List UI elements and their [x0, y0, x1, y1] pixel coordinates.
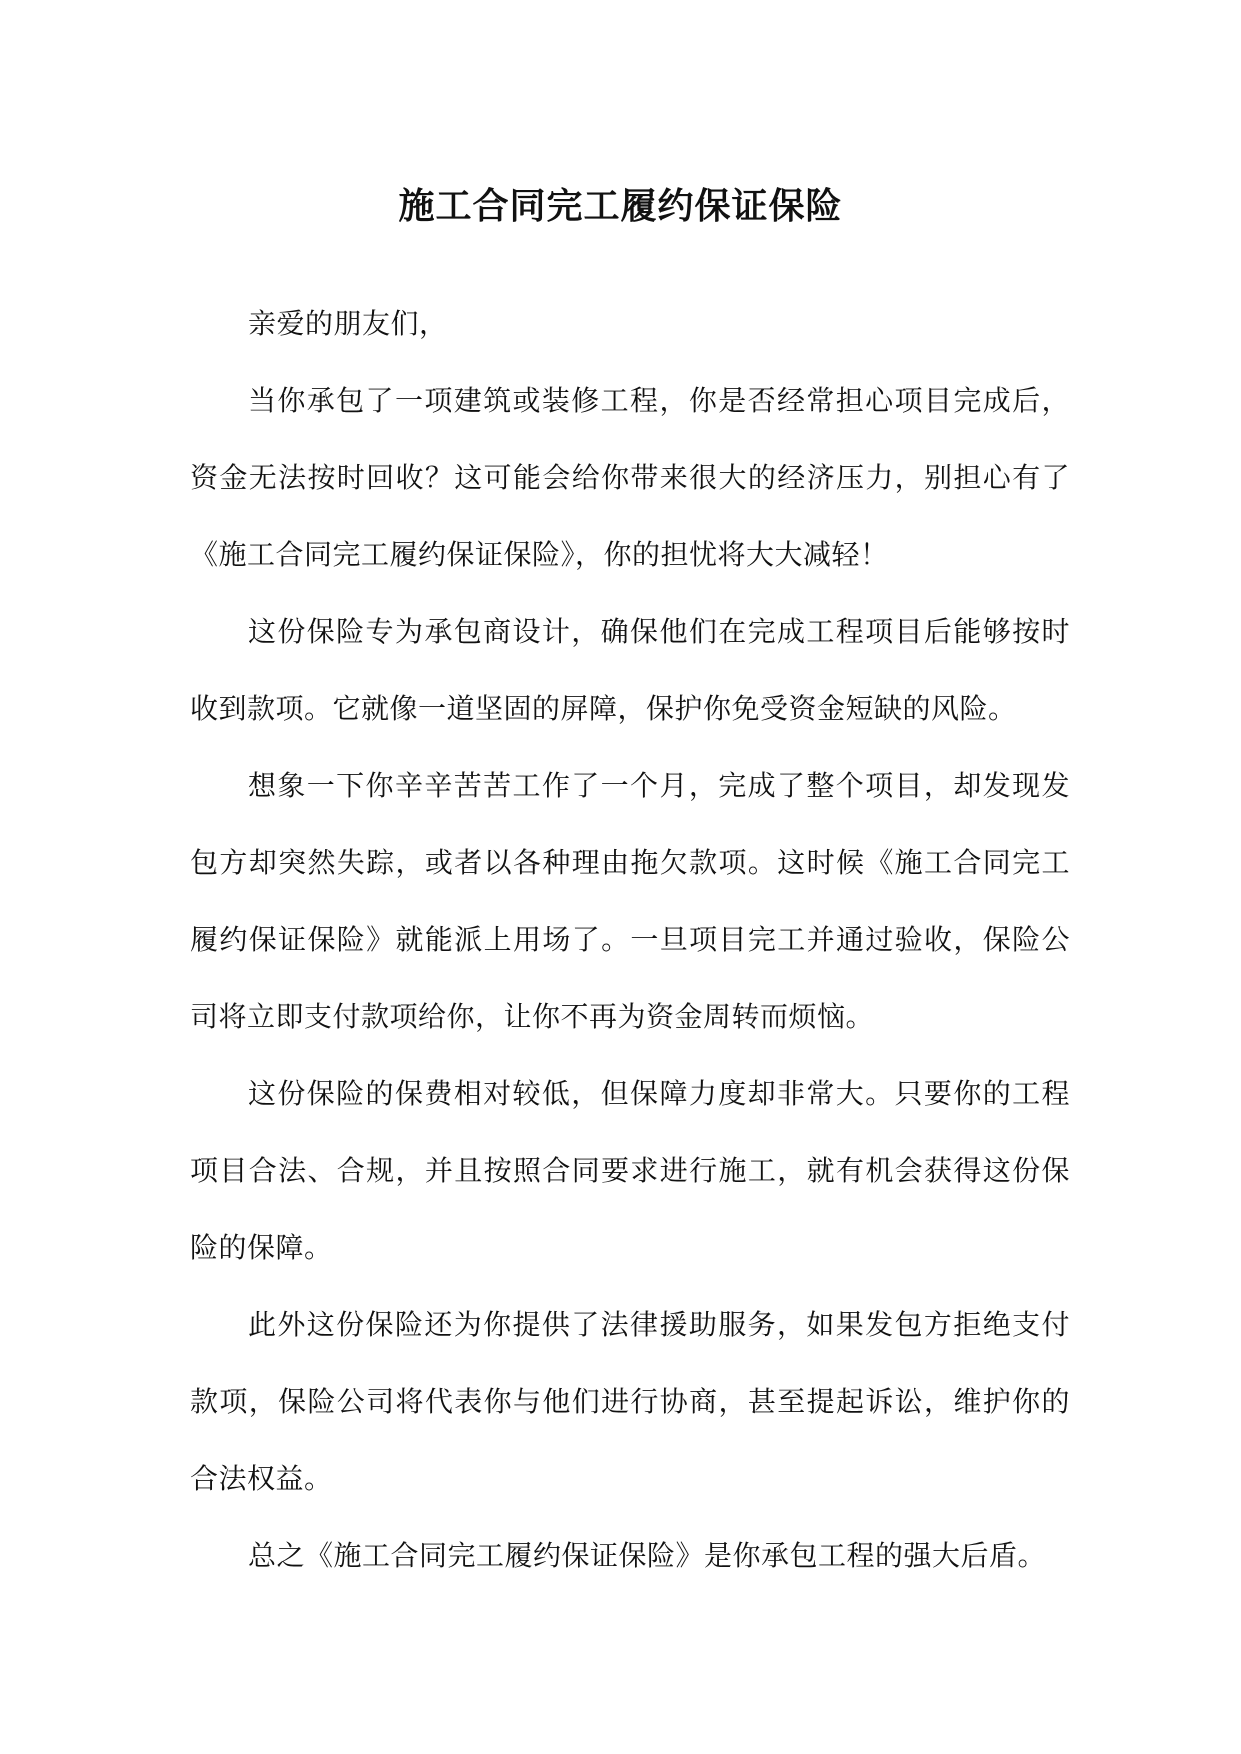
- paragraph-greeting: 亲爱的朋友们，: [248, 307, 448, 340]
- paragraph-legal-aid: 此外这份保险还为你提供了法律援助服务，如果发包方拒绝支付款项，保险公司将代表你与他们进行协商，甚至提起诉讼，维护你的合法权益。: [190, 1308, 1070, 1495]
- paragraph-purpose: 这份保险专为承包商设计，确保他们在完成工程项目后能够按时收到款项。它就像一道坚固的屏障，保护你免受资金短缺的风险。: [190, 615, 1070, 725]
- paragraph-conclusion: 总之《施工合同完工履约保证保险》是你承包工程的强大后盾。: [248, 1539, 1047, 1572]
- paragraph-scenario: 想象一下你辛辛苦苦工作了一个月，完成了整个项目，却发现发包方却突然失踪，或者以各种理由拖欠款项。这时候《施工合同完工履约保证保险》就能派上用场了。一旦项目完工并通过验收，保险公司将立即支付款项给你，让你不再为资金周转而烦恼。: [190, 769, 1070, 1033]
- paragraph-premium: 这份保险的保费相对较低，但保障力度却非常大。只要你的工程项目合法、合规，并且按照合同要求进行施工，就有机会获得这份保险的保障。: [190, 1077, 1070, 1264]
- paragraph-concern: 当你承包了一项建筑或装修工程，你是否经常担心项目完成后，资金无法按时回收？这可能会给你带来很大的经济压力，别担心有了《施工合同完工履约保证保险》，你的担忧将大大减轻！: [190, 384, 1070, 571]
- document-body: [190, 285, 1070, 1594]
- document-title: 施工合同完工履约保证保险: [398, 185, 843, 227]
